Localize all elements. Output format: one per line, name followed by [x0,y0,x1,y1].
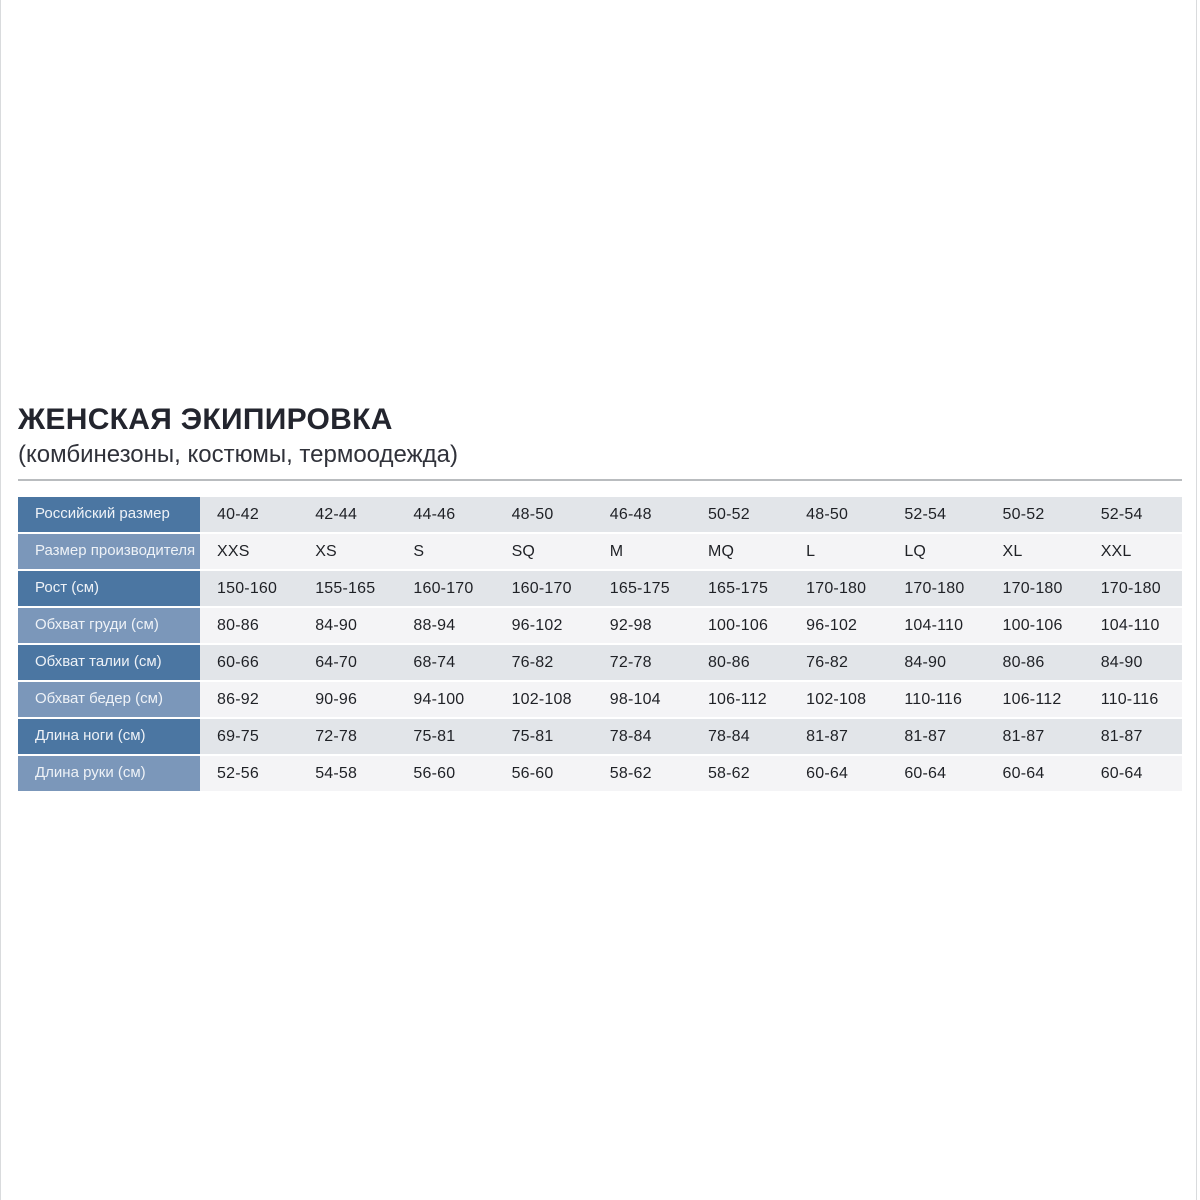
size-cell: 88-94 [396,608,494,643]
size-cell: S [396,534,494,569]
size-cell: 81-87 [1084,719,1182,754]
size-cell: 52-56 [200,756,298,791]
size-cell: 52-54 [1084,497,1182,532]
size-cell: 81-87 [986,719,1084,754]
table-row [18,497,1182,532]
size-cell: 80-86 [691,645,789,680]
size-cell: 42-44 [298,497,396,532]
size-cell: 75-81 [495,719,593,754]
size-cell: 60-64 [789,756,887,791]
row-label: Длина ноги (см) [18,719,200,754]
size-cell: XXS [200,534,298,569]
size-cell: 46-48 [593,497,691,532]
table-row [18,645,1182,680]
size-cell: XXL [1084,534,1182,569]
size-cell: 90-96 [298,682,396,717]
size-cell: 84-90 [298,608,396,643]
size-cell: 54-58 [298,756,396,791]
size-cell: 72-78 [298,719,396,754]
size-cell: 100-106 [691,608,789,643]
size-cell: 92-98 [593,608,691,643]
size-cell: MQ [691,534,789,569]
size-cell: 106-112 [986,682,1084,717]
size-cell: 84-90 [1084,645,1182,680]
size-cell: 96-102 [495,608,593,643]
table-row [18,608,1182,643]
size-cell: 155-165 [298,571,396,606]
size-cell: 80-86 [986,645,1084,680]
size-cell: 56-60 [495,756,593,791]
size-cell: 52-54 [887,497,985,532]
size-cell: 106-112 [691,682,789,717]
size-cell: 58-62 [691,756,789,791]
table-row [18,756,1182,791]
table-row [18,534,1182,569]
size-cell: 170-180 [789,571,887,606]
row-label: Рост (см) [18,571,200,606]
size-cell: 60-64 [986,756,1084,791]
size-cell: 56-60 [396,756,494,791]
size-cell: 110-116 [1084,682,1182,717]
size-cell: 48-50 [495,497,593,532]
size-cell: 81-87 [887,719,985,754]
size-cell: 94-100 [396,682,494,717]
size-cell: 102-108 [495,682,593,717]
size-cell: 50-52 [986,497,1084,532]
page-edge-left [0,0,1,1200]
size-cell: L [789,534,887,569]
size-cell: XS [298,534,396,569]
size-cell: 58-62 [593,756,691,791]
size-cell: 150-160 [200,571,298,606]
row-label: Обхват талии (см) [18,645,200,680]
size-cell: 170-180 [986,571,1084,606]
size-cell: 80-86 [200,608,298,643]
page-subtitle: (комбинезоны, костюмы, термоодежда) [18,440,458,468]
size-cell: 170-180 [887,571,985,606]
row-label: Обхват груди (см) [18,608,200,643]
size-cell: 81-87 [789,719,887,754]
size-cell: 100-106 [986,608,1084,643]
size-cell: 60-66 [200,645,298,680]
size-cell: 104-110 [1084,608,1182,643]
size-cell: 50-52 [691,497,789,532]
size-cell: 60-64 [887,756,985,791]
size-cell: 160-170 [495,571,593,606]
table-row [18,719,1182,754]
size-cell: 170-180 [1084,571,1182,606]
size-cell: 86-92 [200,682,298,717]
size-cell: 165-175 [691,571,789,606]
size-cell: 110-116 [887,682,985,717]
page-title: ЖЕНСКАЯ ЭКИПИРОВКА [18,403,393,436]
table-row [18,571,1182,606]
size-cell: 44-46 [396,497,494,532]
row-label: Длина руки (см) [18,756,200,791]
size-cell: SQ [495,534,593,569]
size-cell: 72-78 [593,645,691,680]
size-cell: 78-84 [593,719,691,754]
size-cell: 76-82 [789,645,887,680]
size-cell: 48-50 [789,497,887,532]
size-cell: 84-90 [887,645,985,680]
size-cell: 102-108 [789,682,887,717]
divider-line [18,479,1182,481]
size-cell: 96-102 [789,608,887,643]
size-table-body [18,497,1182,791]
size-cell: 160-170 [396,571,494,606]
table-row [18,682,1182,717]
size-cell: LQ [887,534,985,569]
row-label: Российский размер [18,497,200,532]
size-cell: 76-82 [495,645,593,680]
size-cell: 98-104 [593,682,691,717]
page-edge-right [1196,0,1197,1200]
size-cell: 60-64 [1084,756,1182,791]
size-cell: 75-81 [396,719,494,754]
row-label: Размер производителя [18,534,200,569]
size-cell: 40-42 [200,497,298,532]
size-cell: 104-110 [887,608,985,643]
size-cell: 78-84 [691,719,789,754]
size-cell: XL [986,534,1084,569]
size-cell: 68-74 [396,645,494,680]
size-cell: 64-70 [298,645,396,680]
row-label: Обхват бедер (см) [18,682,200,717]
size-table [18,495,1182,793]
size-cell: M [593,534,691,569]
size-cell: 69-75 [200,719,298,754]
size-cell: 165-175 [593,571,691,606]
